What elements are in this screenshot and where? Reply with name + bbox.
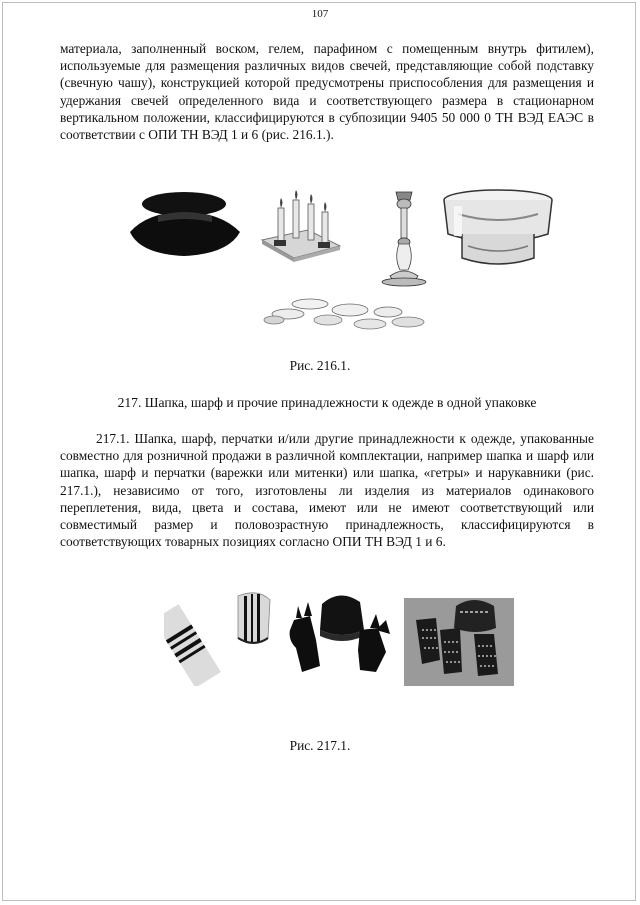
- ornate-candlestick: [382, 192, 426, 286]
- figure-216-1-candle-holders: [128, 186, 560, 336]
- figure-217-1-caption: Рис. 217.1.: [289, 738, 351, 753]
- square-plate-four-candles: [262, 190, 340, 262]
- paragraph-candle-holders: материала, заполненный воском, гелем, парафином с помещенным внутрь фитилем), используемые для размещения различных видов свечей, представляющие собой подставку (свечную чашу), конструкцией которой предусмотрены приспособления для размещения и удержания свечей определенного вида и соответствующего размера в стационарном вертикальном положении, классифицируются в субпозиции 9405 50 000 0 ТН ВЭД ЕАЭС в соответствии с ОПИ ТН ВЭД 1 и 6 (рис. 216.1.).: [60, 41, 594, 143]
- black-hat-and-gloves: [290, 595, 390, 672]
- section-217-heading: 217. Шапка, шарф и прочие принадлежности к одежде в одной упаковке: [117, 395, 537, 410]
- figure-216-1-caption: Рис. 216.1.: [289, 358, 351, 373]
- paragraph-217-1: 217.1. Шапка, шарф, перчатки и/или другие принадлежности к одежде, упакованные совместно для розничной продажи в различной комплектации, например шапка и шарф или шапка, шарф и перчатки (варежки или митенки) или шапка, «гетры» и нарукавники (рис. 217.1.), независимо от того, изготовлены ли изделия из материалов одинакового переплетения, вида, цвета и состава, имеют или не имеют соответствующий или совместимый размер и половозрастную принадлежность, классифицируются в соответствующих товарных позициях согласно ОПИ ТН ВЭД 1 и 6.: [60, 431, 594, 550]
- black-bowl-candle-holder: [130, 192, 240, 256]
- page-number: 107: [311, 8, 329, 20]
- figure-217-1-hat-scarf-gloves: [164, 590, 516, 686]
- tealight-holders-row: [264, 299, 424, 329]
- striped-scarf-and-hat-set: [164, 593, 270, 686]
- glass-bowl-candle-holder: [444, 190, 552, 264]
- patterned-mittens-and-hat-set: [404, 598, 514, 686]
